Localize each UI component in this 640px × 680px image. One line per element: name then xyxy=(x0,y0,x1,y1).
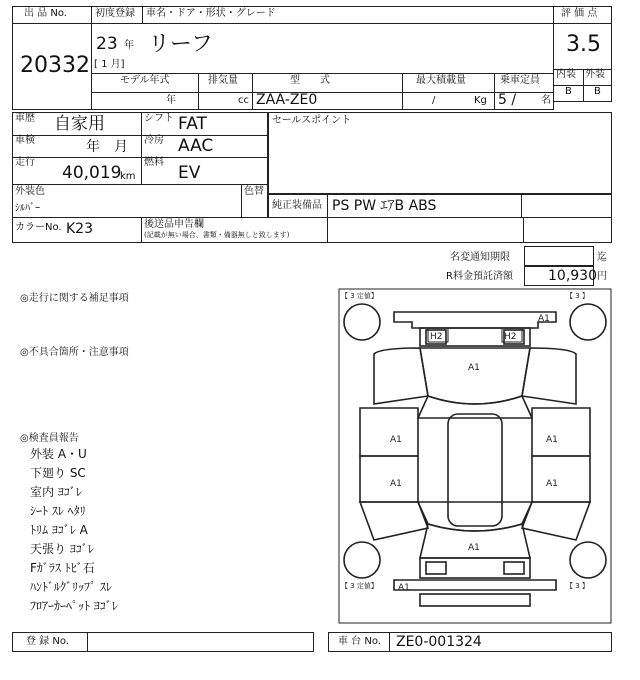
inspector-item: 天張り ﾖｺﾞﾚ xyxy=(30,542,94,556)
damage-mark-front-door-left: A1 xyxy=(390,435,402,445)
max-load-slash: / xyxy=(432,95,436,106)
corner-label-top-left: 【 3 定値】 xyxy=(341,292,378,300)
front-fender-left-outline xyxy=(374,348,428,404)
front-door-left-outline xyxy=(360,408,418,456)
damage-mark-hood-left: H2 xyxy=(430,332,443,342)
exterior-color-label: 外装色 xyxy=(15,186,45,197)
damage-mark-front-bumper: A1 xyxy=(538,314,550,324)
damage-mark-trunk: A1 xyxy=(468,543,480,553)
model-type-value: ZAA-ZE0 xyxy=(256,92,318,108)
tire-top-right xyxy=(570,304,606,340)
usage-label: 車歴 xyxy=(15,113,35,124)
rear-door-right-outline xyxy=(532,456,590,502)
shift-value: FAT xyxy=(178,114,207,134)
damage-mark-hood-right: H2 xyxy=(504,332,517,342)
capacity-label: 乗車定員 xyxy=(500,75,540,86)
inspector-item: ｼｰﾄ ｽﾚ ﾍﾀﾘ xyxy=(30,504,86,518)
recycle-unit: 円 xyxy=(597,271,607,282)
shift-label: シフト xyxy=(144,113,174,124)
inspection-value: 年 月 xyxy=(86,139,128,155)
max-load-unit: Kg xyxy=(474,95,487,106)
registration-year: 23 xyxy=(96,34,118,54)
equipment-label: 純正装備品 xyxy=(272,200,322,211)
capacity-value: 5 / xyxy=(498,92,517,108)
inspector-item: 室内 ﾖｺﾞﾚ xyxy=(30,485,82,499)
color-no-label: カラーNo. xyxy=(15,222,62,233)
driving-notes-title: ◎走行に関する補足事項 xyxy=(20,293,129,304)
color-no-box xyxy=(12,217,612,243)
displacement-label: 排気量 xyxy=(208,75,238,86)
exterior-color-value: ｼﾙﾊﾞｰ xyxy=(15,203,40,214)
damage-mark-hood: A1 xyxy=(468,363,480,373)
aircon-value: AAC xyxy=(178,136,214,156)
max-load-label: 最大積載量 xyxy=(416,75,466,86)
tire-bottom-right xyxy=(570,542,606,578)
model-name-label: 車名・ドア・形状・グレード xyxy=(146,8,276,19)
rear-step-outline xyxy=(420,594,530,606)
recycle-value: 10,930 xyxy=(548,268,597,284)
mileage-unit: km xyxy=(120,171,136,182)
color-change-label: 色替 xyxy=(244,186,264,197)
corner-label-bottom-right: 【 3 】 xyxy=(566,582,589,590)
rear-fender-left-outline xyxy=(360,502,428,540)
mileage-value: 40,019 xyxy=(62,163,122,183)
model-year-label: モデル年式 xyxy=(120,75,170,86)
exterior-label: 外装 xyxy=(585,69,605,80)
post-report-label: 後送品申告欄 xyxy=(144,219,204,230)
displacement-unit: cc xyxy=(238,95,249,106)
damage-mark-rear-door-left: A1 xyxy=(390,479,402,489)
score-value: 3.5 xyxy=(566,32,601,57)
exterior-color-box xyxy=(12,184,268,218)
front-fender-right-outline xyxy=(522,348,576,404)
usage-value: 自家用 xyxy=(54,114,105,134)
damage-mark-front-door-right: A1 xyxy=(546,435,558,445)
inspector-item: ﾌﾛｱｰｶｰﾍﾟｯﾄ ﾖｺﾞﾚ xyxy=(30,599,118,613)
chassis-no-value: ZE0-001324 xyxy=(396,634,482,650)
rear-door-left-outline xyxy=(360,456,418,502)
car-name: リーフ xyxy=(148,32,213,57)
damage-mark-rear-bumper: A1 xyxy=(398,583,410,593)
hood-outline xyxy=(420,348,530,404)
first-registration-label: 初度登録 xyxy=(95,8,135,19)
lot-number: 20332 xyxy=(20,53,90,78)
car-damage-diagram xyxy=(338,288,612,624)
registration-no-label: 登 録 No. xyxy=(26,636,69,647)
post-report-note: (記載が無い場合、書類・備器無しと致します) xyxy=(144,231,290,239)
corner-label-top-right: 【 3 】 xyxy=(566,292,589,300)
inspector-item: ﾊﾝﾄﾞﾙｸﾞﾘｯﾌﾟ ｽﾚ xyxy=(30,580,112,594)
inspector-item: 下廻り SC xyxy=(30,466,86,480)
registration-month: [ 1 月] xyxy=(94,59,125,70)
name-change-label: 名変通知期限 xyxy=(450,252,510,263)
taillight-right-outline xyxy=(504,562,524,574)
score-label: 評 価 点 xyxy=(561,8,598,19)
roof-outline xyxy=(448,414,502,526)
inspector-item: ﾄﾘﾑ ﾖｺﾞﾚ A xyxy=(30,523,88,537)
inspector-title: ◎検査員報告 xyxy=(20,433,79,444)
type-label: 型 式 xyxy=(290,75,330,86)
mileage-label: 走行 xyxy=(15,157,35,168)
name-change-unit: 迄 xyxy=(597,252,607,263)
tire-bottom-left xyxy=(344,542,380,578)
year-unit: 年 xyxy=(124,40,134,51)
damage-mark-rear-door-right: A1 xyxy=(546,479,558,489)
interior-grade: B xyxy=(565,86,572,97)
defects-title: ◎不具合箇所・注意事項 xyxy=(20,347,129,358)
aircon-label: 冷房 xyxy=(144,135,164,146)
fuel-label: 燃料 xyxy=(144,157,164,168)
equipment-value: PS PW ｴｱB ABS xyxy=(332,198,437,214)
sales-point-label: セールスポイント xyxy=(272,115,352,126)
taillight-left-outline xyxy=(426,562,446,574)
rear-fender-right-outline xyxy=(522,502,590,540)
exterior-grade: B xyxy=(594,86,601,97)
inspection-label: 車検 xyxy=(15,135,35,146)
rear-panel-outline xyxy=(420,558,530,578)
model-year-unit: 年 xyxy=(166,95,176,106)
inspector-item: 外装 A・U xyxy=(30,447,87,461)
fuel-value: EV xyxy=(178,163,201,183)
recycle-label: R料金預託済額 xyxy=(446,271,513,282)
tire-top-left xyxy=(344,304,380,340)
corner-label-bottom-left: 【 3 定値】 xyxy=(341,582,378,590)
inspector-items-list xyxy=(30,448,118,619)
name-change-field xyxy=(524,246,594,266)
lot-number-label: 出 品 No. xyxy=(24,8,67,19)
color-no-value: K23 xyxy=(66,221,93,237)
front-bumper-outline xyxy=(394,312,556,328)
interior-label: 内装 xyxy=(556,69,576,80)
chassis-no-label: 車 台 No. xyxy=(338,636,381,647)
rear-bumper-outline xyxy=(394,580,556,590)
details-box xyxy=(12,112,268,185)
front-door-right-outline xyxy=(532,408,590,456)
capacity-unit: 名 xyxy=(541,95,551,106)
inspector-item: Fｶﾞﾗｽ ﾄﾋﾞ石 xyxy=(30,561,95,575)
